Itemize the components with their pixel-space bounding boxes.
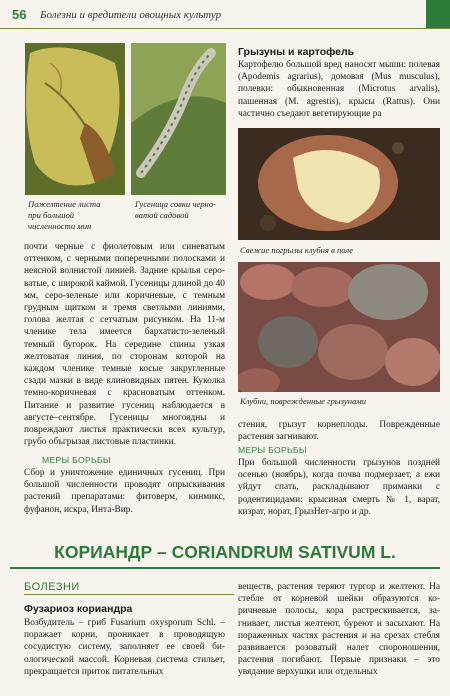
left-measures-text: Сбор и уничтожение единичных гусениц. При большой численности проводят опрыскивания растений препаратами: фитоверм, кинмикс, фуфанон, искра, Инта-Вир. [24,468,225,515]
right-measures-heading: МЕРЫ БОРЬБЫ [238,445,307,455]
page-number: 56 [12,7,27,22]
rodents-paragraph: Картофелю большой вред наносят мыши: полевая (Apodemis agrarius), домовая (Mus musculus), полевки: обыкновенная (Microtus arvalis), пашенная (M. agrestis), крысы (Rattus). Они частично съедают вегетирующие ра [238,60,440,119]
fusarium-text-left: Возбудитель – гриб Fusarium oxysporum Schl. – поражает корни, проникает в проводящую сосудистую систему, заполняет ее своей биологической массой. Корневая система стильет, прекращается приток питательных [24,618,225,677]
fusarium-text-right: веществ, растения теряют тургор и желтеют. На стебле от корневой шейки образуются коричневые полосы, кора растрескивается, загнивает, листья желтеют, буреют и засыхают. На пораженных частях растения и на срезах стебля развивается розоватый налет спороношения, растения погибают. Первые признаки – это увядание верхушки или отдельных [238,582,440,678]
diseases-heading: БОЛЕЗНИ [24,581,80,593]
fusarium-heading: Фузариоз кориандра [24,603,133,615]
section-title: КОРИАНДР – CORIANDRUM SATIVUM L. [10,537,440,569]
running-title: Болезни и вредители овощных культур [40,9,222,21]
photo-damaged-tubers [238,262,440,392]
caption-damaged-tubers: Клубни, поврежденные грызунами [240,396,367,406]
caption-yellow-leaf: Пожелтение листа при большой численности мин [28,199,101,231]
left-column-paragraph: почти черные с фиолетовым или синеватым оттенком, с черными поперечными полосками и неясной волнистой линией. Задние крылья сероватые, с широкой каймой. Гусеницы длиной до 40 мм, серо-зеленые или коричневые, с темным грудным щитком и тремя светлыми линиями, голова желтая с сетчатым рисунком. На 11-м членике тела имеется бархатисто-зеленый темный бугорок. На середине спины узкая желтоватая линия, по сторонам которой на каждом членике темные косые закругленные сзади мазки в виде клиновидных пятен. Куколка темно-коричневая с красноватым оттенком. Питание и развитие гусениц наблюдается в августе–сентябре. Гусеницы многоядны и повреждают листья практически всех культур, грубо объгрызая листовые пластинки. [24,242,225,448]
left-measures-heading: МЕРЫ БОРЬБЫ [42,455,111,465]
rodents-heading: Грызуны и картофель [238,46,355,58]
photo-yellow-leaf [25,43,125,195]
rodents-continuation: стения, грызут корнеплоды. Поврежденные растения загнивают. [238,420,440,443]
caption-tuber-bites: Свежие погрызы клубня в поле [240,245,354,255]
caption-caterpillar: Гусеница совки черно- ватой садовой [135,199,216,220]
page-header [0,0,450,29]
right-measures-text: При большой численности грызунов поздней осенью (ноябрь), когда почва подмерзает, а ежи уйдут спать, раскладывают приманки с родентицидами: крысиная смерть № 1, варат, кизрат, норат, ГрызНет-агро и др. [238,458,440,517]
header-color-bar [426,0,450,28]
photo-tuber-bites [238,128,440,240]
photo-caterpillar [131,43,226,195]
diseases-rule [24,594,234,595]
